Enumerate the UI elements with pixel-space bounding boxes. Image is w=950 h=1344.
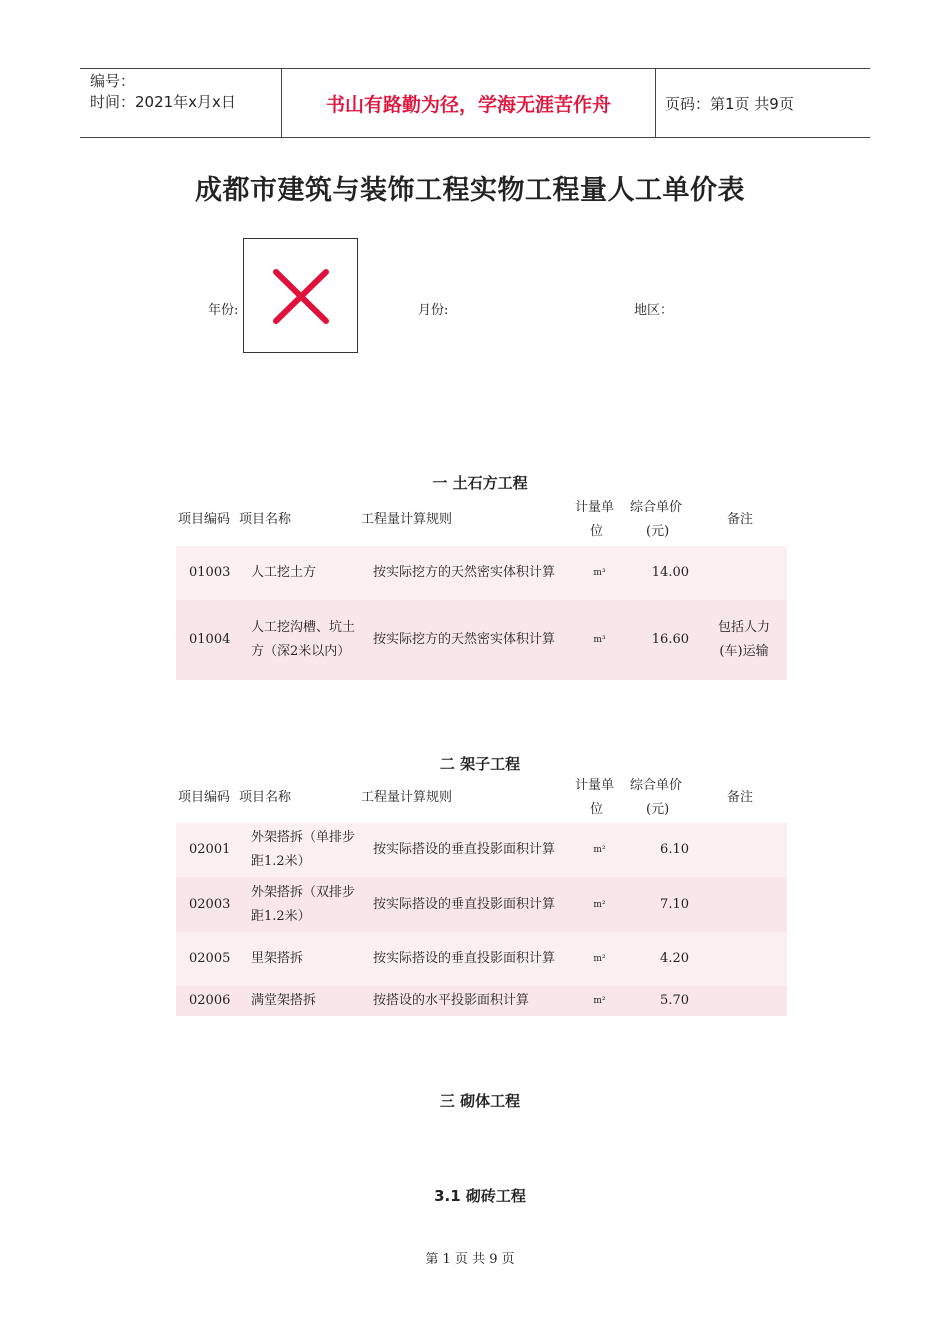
cell-rule: 按实际搭设的垂直投影面积计算 xyxy=(373,951,556,966)
section-title-earthwork: 一 土石方工程 xyxy=(432,474,528,492)
header-motto: 书山有路勤为径，学海无涯苦作舟 xyxy=(281,69,656,137)
col-note: 备注 xyxy=(727,512,754,527)
cell-price: 16.60 xyxy=(651,632,689,647)
col-code: 项目编码 xyxy=(178,790,231,805)
cell-note xyxy=(709,823,779,877)
table-row xyxy=(176,823,787,877)
col-price-1: 综合单价 xyxy=(630,500,683,515)
cell-price: 6.10 xyxy=(660,842,689,857)
col-unit-1: 计量单 xyxy=(575,500,615,515)
cell-price: 5.70 xyxy=(660,993,689,1008)
cell-rule: 按实际搭设的垂直投影面积计算 xyxy=(373,842,556,857)
table-row xyxy=(176,932,787,986)
col-name: 项目名称 xyxy=(239,512,292,527)
time-label: 时间：2021年x月x日 xyxy=(90,93,236,111)
cell-unit: m² xyxy=(593,845,606,855)
region-label: 地区： xyxy=(634,303,674,318)
year-label: 年份: xyxy=(208,303,239,318)
cell-note xyxy=(709,932,779,986)
cell-unit: m³ xyxy=(593,568,606,578)
cell-unit: m² xyxy=(593,899,606,910)
header-page-info: 页码：第1页 共9页 xyxy=(665,94,794,113)
table-row xyxy=(176,877,787,932)
cell-note xyxy=(709,877,779,932)
page-title: 成都市建筑与装饰工程实物工程量人工单价表 xyxy=(195,175,745,206)
table-row xyxy=(176,600,787,680)
cell-price: 7.10 xyxy=(660,896,689,912)
cell-note xyxy=(709,986,779,1016)
cell-price: 14.00 xyxy=(651,565,689,580)
cell-price: 4.20 xyxy=(660,951,689,966)
table-scaffolding xyxy=(176,774,787,1016)
cell-name: 满堂架搭拆 xyxy=(251,993,317,1008)
col-name: 项目名称 xyxy=(239,790,292,805)
col-rule: 工程量计算规则 xyxy=(361,790,453,805)
col-note: 备注 xyxy=(727,790,754,805)
col-price-2: (元) xyxy=(646,802,670,817)
cell-rule: 按搭设的水平投影面积计算 xyxy=(373,993,530,1008)
cell-note: 包括人力(车)运输 xyxy=(717,620,770,659)
col-unit-2: 位 xyxy=(590,524,604,539)
section-title-masonry: 三 砌体工程 xyxy=(439,1092,521,1110)
cell-rule: 按实际挖方的天然密实体积计算 xyxy=(373,565,556,580)
col-unit-1: 计量单 xyxy=(575,778,615,793)
cell-name: 人工挖沟槽、坑土方（深2米以内） xyxy=(251,620,356,659)
cell-unit: m² xyxy=(593,996,606,1006)
cell-unit: m³ xyxy=(593,635,606,645)
image-placeholder xyxy=(243,238,358,353)
broken-image-x-icon xyxy=(244,239,357,352)
col-code: 项目编码 xyxy=(178,512,231,527)
cell-rule: 按实际搭设的垂直投影面积计算 xyxy=(373,896,556,912)
month-label: 月份: xyxy=(418,303,449,318)
col-price-1: 综合单价 xyxy=(630,778,683,793)
cell-code: 01003 xyxy=(189,565,231,580)
cell-code: 01004 xyxy=(189,632,231,647)
cell-note xyxy=(709,546,779,600)
cell-code: 02001 xyxy=(189,842,231,857)
table-row xyxy=(176,546,787,600)
table-header xyxy=(176,496,787,546)
table-earthwork xyxy=(176,496,787,680)
document-header xyxy=(80,68,870,138)
header-meta xyxy=(80,69,280,137)
number-label: 编号： xyxy=(90,72,136,90)
cell-name: 外架搭拆（双排步距1.2米） xyxy=(251,884,356,924)
table-row xyxy=(176,986,787,1016)
cell-name: 外架搭拆（单排步距1.2米） xyxy=(251,830,356,869)
table-header xyxy=(176,774,787,823)
page-footer: 第 1 页 共 9 页 xyxy=(425,1252,515,1267)
col-rule: 工程量计算规则 xyxy=(361,512,453,527)
cell-code: 02005 xyxy=(189,951,231,966)
cell-code: 02003 xyxy=(189,896,231,912)
cell-name: 人工挖土方 xyxy=(251,565,317,580)
cell-rule: 按实际挖方的天然密实体积计算 xyxy=(373,632,556,647)
subsection-title-brickwork: 3.1 砌砖工程 xyxy=(434,1187,526,1205)
cell-unit: m² xyxy=(593,954,606,964)
cell-name: 里架搭拆 xyxy=(251,951,304,966)
cell-code: 02006 xyxy=(189,993,231,1008)
section-title-scaffolding: 二 架子工程 xyxy=(439,755,521,773)
col-unit-2: 位 xyxy=(590,802,604,817)
col-price-2: (元) xyxy=(646,524,670,539)
